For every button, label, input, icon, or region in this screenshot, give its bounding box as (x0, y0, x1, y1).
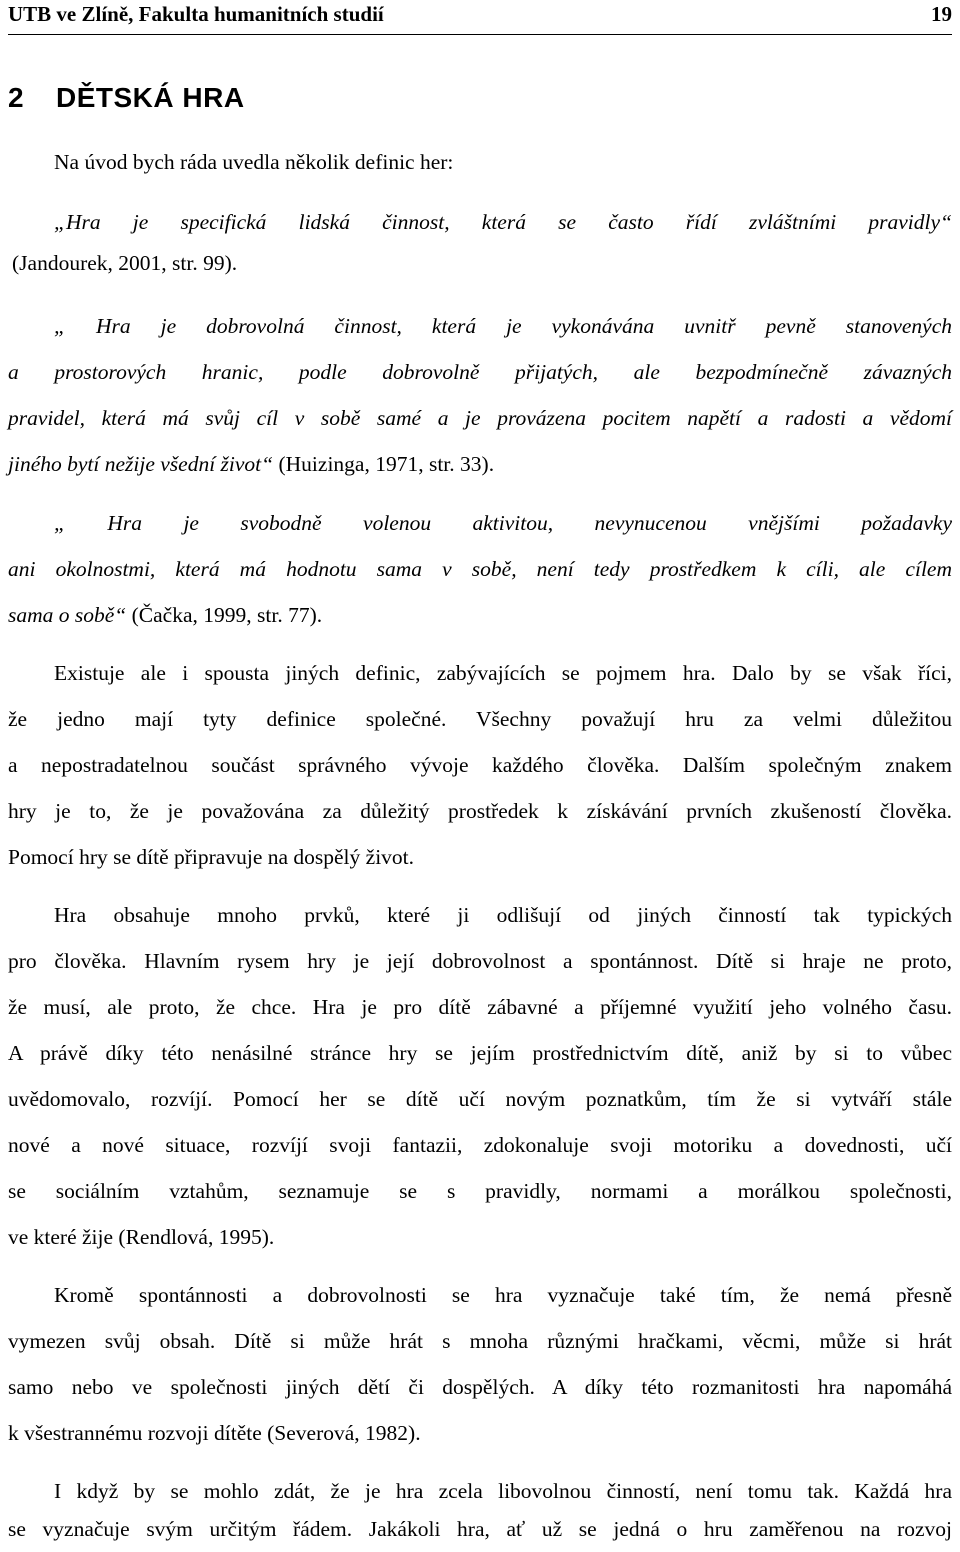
text-line: (Jandourek, 2001, str. 99). (12, 251, 238, 275)
text-line: Pomocí hry se dítě připravuje na dospělý život. (8, 845, 415, 869)
text-line: Hra obsahuje mnoho prvků, které ji odlišují od jiných činností tak typických (54, 903, 952, 927)
text-line: pravidel, která má svůj cíl v sobě samé a je provázena pocitem napětí a radosti a vědomí (8, 406, 952, 430)
text-line: a prostorových hranic, podle dobrovolně přijatých, ale bezpodmínečně závazných (8, 360, 952, 384)
text-line: pro člověka. Hlavním rysem hry je její dobrovolnost a spontánnost. Dítě si hraje ne proto, (8, 949, 952, 973)
text-line: uvědomovalo, rozvíjí. Pomocí her se dítě učí novým poznatkům, tím že si vytváří stále (8, 1087, 952, 1111)
text-line: sama o sobě“ (Čačka, 1999, str. 77). (8, 603, 323, 627)
text-line: „Hra je specifická lidská činnost, která se často řídí zvláštními pravidly“ (54, 210, 952, 234)
text-line: a nepostradatelnou součást správného vývoje každého člověka. Dalším společným znakem (8, 753, 952, 777)
text-line: ani okolnostmi, která má hodnotu sama v sobě, není tedy prostředkem k cíli, ale cílem (8, 557, 952, 581)
text-line: „ Hra je dobrovolná činnost, která je vykonávána uvnitř pevně stanovených (54, 314, 952, 338)
text-line: k všestrannému rozvoji dítěte (Severová, 1982). (8, 1421, 421, 1445)
text-line: vymezen svůj obsah. Dítě si může hrát s mnoha různými hračkami, věcmi, může si hrát (8, 1329, 952, 1353)
text-line: nové a nové situace, rozvíjí svoji fantazii, zdokonaluje svoji motoriku a dovednosti, učí (8, 1133, 952, 1157)
chapter-title: DĚTSKÁ HRA (56, 82, 245, 113)
text-line: se sociálním vztahům, seznamuje se s pravidly, normami a morálkou společnosti, (8, 1179, 952, 1203)
page-number: 19 (931, 2, 952, 26)
text-line: samo nebo ve společnosti jiných dětí či dospělých. A díky této rozmanitosti hra napomáhá (8, 1375, 952, 1399)
chapter-number: 2 (8, 82, 25, 113)
text-line: I když by se mohlo zdát, že je hra zcela libovolnou činností, není tomu tak. Každá hra (54, 1479, 952, 1503)
text-line: hry je to, že je považována za důležitý prostředek k získávání prvních zkušeností člověka. (8, 799, 952, 823)
text-line: „ Hra je svobodně volenou aktivitou, nevynucenou vnějšími požadavky (54, 511, 952, 535)
text-line: ve které žije (Rendlová, 1995). (8, 1225, 275, 1249)
header-title: UTB ve Zlíně, Fakulta humanitních studií (8, 2, 384, 26)
text-line: Existuje ale i spousta jiných definic, zabývajících se pojmem hra. Dalo by se však říci, (54, 661, 952, 685)
text-line: A právě díky této nenásilné stránce hry se jejím prostřednictvím dítě, aniž by si to vůbec (8, 1041, 952, 1065)
text-line: se vyznačuje svým určitým řádem. Jakákoli hra, ať už se jedná o hru zaměřenou na rozvoj (8, 1517, 952, 1541)
text-line: Na úvod bych ráda uvedla několik definic her: (54, 150, 454, 174)
text-line: že jedno mají tyty definice společné. Všechny považují hru za velmi důležitou (8, 707, 952, 731)
text-line: jiného bytí nežije všední život“ (Huizinga, 1971, str. 33). (8, 452, 495, 476)
text-line: Kromě spontánnosti a dobrovolnosti se hra vyznačuje také tím, že nemá přesně (54, 1283, 952, 1307)
chapter-heading (8, 82, 245, 114)
text-line: že musí, ale proto, že chce. Hra je pro dítě zábavné a příjemné využití jeho volného času. (8, 995, 952, 1019)
running-header (8, 0, 952, 35)
